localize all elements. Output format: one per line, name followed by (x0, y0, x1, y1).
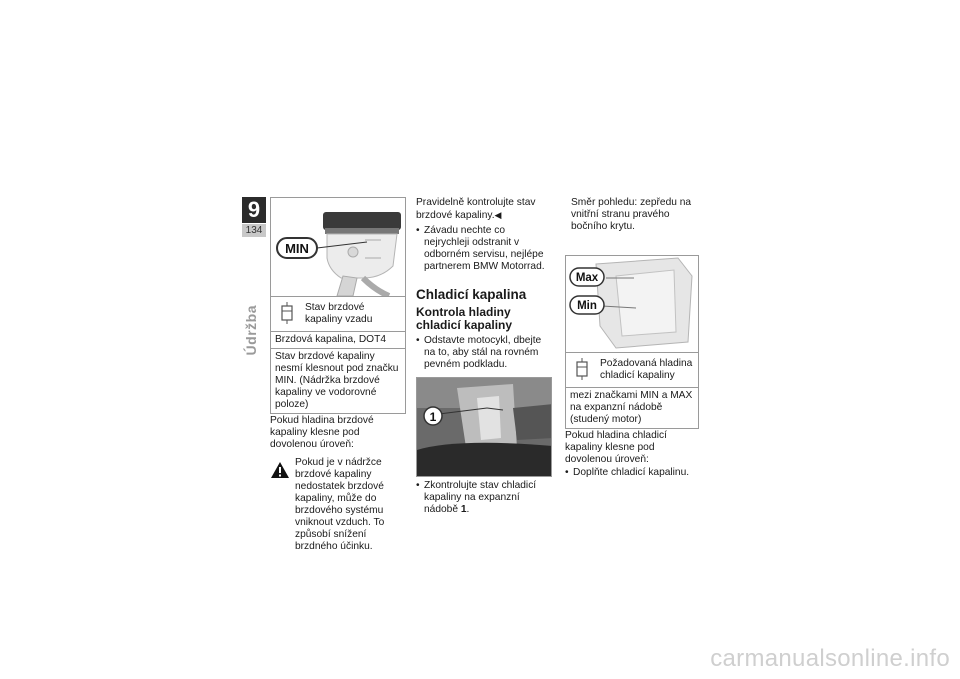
bullet-park (416, 335, 552, 371)
bullet-dot: • (416, 480, 420, 491)
chapter-tab (242, 197, 266, 237)
bullet-top-up (565, 467, 699, 479)
chapter-number: 9 (242, 197, 266, 223)
bullet-top-up-text: Doplňte chladicí kapalinu. (573, 467, 690, 478)
page-number: 134 (242, 224, 266, 237)
bullet-service (416, 225, 552, 273)
column-1 (270, 197, 406, 553)
column-2 (416, 197, 552, 516)
warning-icon (270, 461, 290, 479)
brake-spec-level: Stav brzdové kapaliny nesmí klesnout pod značku MIN. (Nádržka brzdové kapaliny ve vodorovné poloze) (275, 351, 399, 410)
coolant-spec-title: Požadovaná hladina chladicí kapaliny (600, 358, 693, 381)
bullet-dot: • (416, 225, 420, 236)
brake-spec-fluid: Brzdová kapalina, DOT4 (271, 332, 405, 349)
view-direction-text: Směr pohledu: zepředu na vnitřní stranu pravého bočního krytu. (571, 197, 692, 232)
brake-fluid-spec-box (270, 297, 406, 414)
max-label: Max (575, 272, 599, 284)
bullet-check-coolant (416, 480, 552, 516)
bullet-dot: • (416, 335, 420, 346)
brake-warning (270, 457, 406, 553)
column-3 (565, 197, 699, 479)
bullet-park-text: Odstavte motocykl, dbejte na to, aby stál na rovném pevném podkladu. (424, 335, 542, 370)
coolant-spec-level: mezi značkami MIN a MAX na expanzní nádobě (studený motor) (570, 390, 693, 425)
brake-check-intro-text: Pravidelně kontrolujte stav brzdové kapaliny. (416, 197, 536, 221)
coolant-tank-figure (416, 377, 552, 477)
min-label-coolant: Min (577, 300, 597, 312)
brake-reservoir-figure (270, 197, 406, 297)
brake-reservoir-illustration (271, 198, 406, 296)
bullet-check-coolant-main: Zkontrolujte stav chladicí kapaliny na expanzní nádobě (424, 480, 537, 515)
coolant-heading: Chladicí kapalina (416, 287, 527, 302)
bullet-check-coolant-text (424, 480, 552, 516)
bullet-check-coolant-tail: . (466, 504, 470, 515)
watermark: carmanualsonline.info (710, 645, 950, 672)
chapter-title: Údržba (243, 305, 259, 356)
coolant-tank-illustration (417, 378, 552, 476)
end-mark: ◀ (494, 210, 502, 220)
coolant-subheading: Kontrola hladiny chladicí kapaliny (416, 305, 513, 332)
callout-1: 1 (429, 410, 437, 424)
coolant-low-level-para: Pokud hladina chladicí kapaliny klesne pod dovolenou úroveň: (565, 430, 667, 465)
expansion-tank-figure (565, 255, 699, 353)
fluid-level-icon (279, 302, 295, 324)
bullet-dot: • (565, 467, 569, 478)
coolant-spec-box (565, 353, 699, 429)
brake-check-intro (416, 197, 552, 222)
min-label: MIN (285, 241, 309, 256)
bullet-check-coolant-ref: 1 (460, 504, 467, 515)
fluid-level-icon (574, 358, 590, 380)
bullet-service-text: Závadu nechte co nejrychleji odstranit v odborném servisu, nejlépe partnerem BMW Motorrad. (424, 225, 545, 272)
brake-warning-text: Pokud je v nádržce brzdové kapaliny nedostatek brzdové kapaliny, může do brzdového systému vniknout vzduch. To způsobí snížení brzdného účinku. (295, 457, 385, 552)
brake-low-level-para: Pokud hladina brzdové kapaliny klesne pod dovolenou úroveň: (270, 415, 374, 450)
brake-spec-title: Stav brzdové kapaliny vzadu (305, 302, 373, 325)
expansion-tank-illustration (566, 256, 699, 352)
